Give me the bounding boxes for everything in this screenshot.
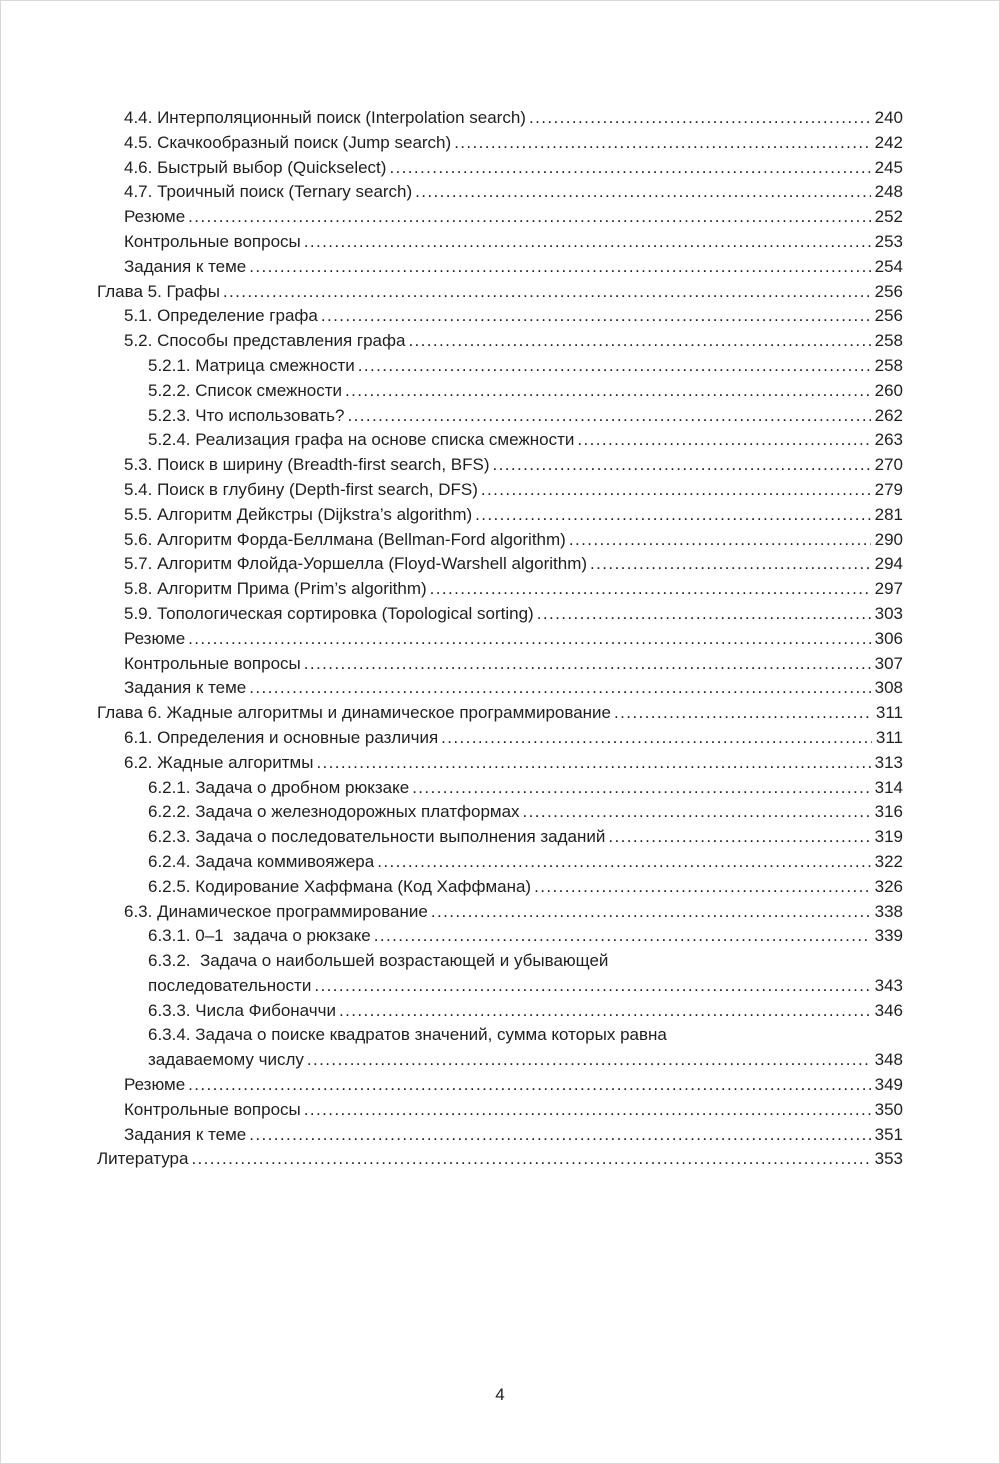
- dot-leader: [475, 503, 870, 528]
- toc-list: [97, 106, 903, 1172]
- toc-entry: [97, 255, 903, 280]
- toc-entry-title: 4.5. Скачкообразный поиск (Jump search): [124, 132, 452, 152]
- toc-entry-title: 6.3.2. Задача о наибольшей возрастающей и убывающей: [148, 951, 609, 971]
- toc-entry: [97, 1023, 903, 1048]
- dot-leader: [223, 280, 871, 305]
- dot-leader: [188, 1073, 870, 1098]
- toc-entry-page-number: 303: [874, 603, 903, 623]
- toc-entry-title: 5.2.3. Что использовать?: [148, 405, 345, 425]
- toc-entry: [97, 205, 903, 230]
- dot-leader: [304, 652, 871, 677]
- toc-entry-page-number: 351: [874, 1124, 903, 1144]
- toc-entry-title: 6.2.1. Задача о дробном рюкзаке: [148, 777, 410, 797]
- toc-entry: [97, 280, 903, 305]
- dot-leader: [348, 404, 871, 429]
- toc-entry: [97, 652, 903, 677]
- toc-entry-title: 6.2.5. Кодирование Хаффмана (Код Хаффмана): [148, 876, 532, 896]
- toc-entry-page-number: 346: [874, 1000, 903, 1020]
- toc-entry-page-number: 281: [874, 504, 903, 524]
- toc-entry-title: 6.1. Определения и основные различия: [124, 727, 439, 747]
- toc-entry-page-number: 307: [874, 653, 903, 673]
- toc-entry: [97, 949, 903, 974]
- toc-entry: [97, 825, 903, 850]
- toc-entry: [97, 726, 903, 751]
- toc-entry-page-number: 348: [874, 1050, 903, 1070]
- toc-entry-title: 5.2.4. Реализация графа на основе списка смежности: [148, 430, 575, 450]
- dot-leader: [441, 726, 872, 751]
- dot-leader: [304, 1098, 871, 1123]
- dot-leader: [191, 1147, 870, 1172]
- toc-entry-title: Литература: [97, 1149, 189, 1169]
- toc-entry: [97, 131, 903, 156]
- toc-entry-page-number: 326: [874, 876, 903, 896]
- toc-entry-page-number: 306: [874, 628, 903, 648]
- toc-entry-title: Задания к теме: [124, 1124, 247, 1144]
- dot-leader: [408, 329, 870, 354]
- dot-leader: [188, 627, 870, 652]
- toc-entry: [97, 974, 903, 999]
- toc-entry-title: 6.3.3. Числа Фибоначчи: [148, 1000, 336, 1020]
- dot-leader: [339, 999, 871, 1024]
- toc-entry-title: 5.4. Поиск в глубину (Depth-first search, DFS): [124, 479, 478, 499]
- toc-entry-title: Резюме: [124, 1075, 186, 1095]
- toc-entry: [97, 751, 903, 776]
- toc-entry: [97, 478, 903, 503]
- toc-entry-title: задаваемому числу: [148, 1050, 304, 1070]
- dot-leader: [415, 180, 870, 205]
- toc-entry-title: 6.2. Жадные алгоритмы: [124, 752, 314, 772]
- toc-entry: [97, 776, 903, 801]
- toc-entry-title: Резюме: [124, 207, 186, 227]
- toc-entry-title: 5.6. Алгоритм Форда-Беллмана (Bellman-Ford algorithm): [124, 529, 566, 549]
- toc-entry: [97, 999, 903, 1024]
- toc-entry-title: 5.9. Топологическая сортировка (Topological sorting): [124, 603, 534, 623]
- toc-entry-title: 6.3.4. Задача о поиске квадратов значений, сумма которых равна: [148, 1025, 667, 1045]
- toc-entry-page-number: 270: [874, 455, 903, 475]
- toc-entry-title: 6.2.4. Задача коммивояжера: [148, 851, 375, 871]
- toc-entry-page-number: 297: [874, 579, 903, 599]
- toc-entry-page-number: 314: [874, 777, 903, 797]
- toc-entry-page-number: 263: [874, 430, 903, 450]
- dot-leader: [431, 900, 871, 925]
- toc-entry-title: 5.2.1. Матрица смежности: [148, 355, 355, 375]
- toc-entry-page-number: 308: [874, 678, 903, 698]
- toc-entry-title: Глава 5. Графы: [97, 281, 220, 301]
- toc-entry-title: 4.7. Троичный поиск (Ternary search): [124, 182, 413, 202]
- toc-entry: [97, 875, 903, 900]
- toc-entry-title: 5.1. Определение графа: [124, 306, 318, 326]
- toc-entry: [97, 106, 903, 131]
- toc-entry-page-number: 319: [874, 827, 903, 847]
- toc-entry-page-number: 343: [874, 975, 903, 995]
- toc-entry-title: последовательности: [148, 975, 312, 995]
- toc-entry-title: 5.3. Поиск в ширину (Breadth-first search, BFS): [124, 455, 490, 475]
- dot-leader: [454, 131, 870, 156]
- toc-entry-page-number: 242: [874, 132, 903, 152]
- toc-entry-page-number: 254: [874, 256, 903, 276]
- dot-leader: [249, 1123, 870, 1148]
- dot-leader: [314, 974, 870, 999]
- toc-entry-page-number: 262: [874, 405, 903, 425]
- dot-leader: [304, 230, 871, 255]
- toc-entry-page-number: 290: [874, 529, 903, 549]
- toc-entry-title: 5.8. Алгоритм Прима (Prim’s algorithm): [124, 579, 427, 599]
- toc-entry: [97, 701, 903, 726]
- toc-entry: [97, 180, 903, 205]
- toc-entry-page-number: 339: [874, 926, 903, 946]
- dot-leader: [529, 106, 871, 131]
- toc-entry: [97, 602, 903, 627]
- toc-entry-page-number: 322: [874, 851, 903, 871]
- toc-entry: [97, 503, 903, 528]
- toc-entry-page-number: 311: [875, 703, 903, 723]
- toc-entry-title: 4.6. Быстрый выбор (Quickselect): [124, 157, 387, 177]
- toc-entry-page-number: 240: [874, 108, 903, 127]
- dot-leader: [345, 379, 871, 404]
- toc-entry-page-number: 311: [875, 727, 903, 747]
- toc-entry-page-number: 313: [874, 752, 903, 772]
- dot-leader: [577, 428, 870, 453]
- dot-leader: [358, 354, 871, 379]
- toc-entry: [97, 379, 903, 404]
- dot-leader: [316, 751, 870, 776]
- toc-entry: [97, 924, 903, 949]
- toc-entry-title: 5.5. Алгоритм Дейкстры (Dijkstra’s algorithm): [124, 504, 473, 524]
- dot-leader: [307, 1048, 871, 1073]
- toc-entry-page-number: 252: [874, 207, 903, 227]
- dot-leader: [614, 701, 872, 726]
- toc-entry: [97, 1048, 903, 1073]
- toc-entry: [97, 1147, 903, 1172]
- toc-entry-page-number: 294: [874, 554, 903, 574]
- toc-entry: [97, 627, 903, 652]
- toc-entry-title: 6.2.2. Задача о железнодорожных платформах: [148, 802, 520, 822]
- toc-entry: [97, 1123, 903, 1148]
- dot-leader: [569, 528, 871, 553]
- toc-entry: [97, 304, 903, 329]
- dot-leader: [608, 825, 870, 850]
- toc-entry: [97, 354, 903, 379]
- toc-entry-title: Резюме: [124, 628, 186, 648]
- dot-leader: [374, 924, 871, 949]
- toc-entry-page-number: 256: [874, 306, 903, 326]
- toc-entry-page-number: 316: [874, 802, 903, 822]
- toc-entry-page-number: 253: [874, 231, 903, 251]
- toc-entry: [97, 676, 903, 701]
- toc-entry: [97, 404, 903, 429]
- dot-leader: [249, 676, 870, 701]
- toc-entry-title: Задания к теме: [124, 256, 247, 276]
- toc-entry-title: Глава 6. Жадные алгоритмы и динамическое программирование: [97, 703, 611, 723]
- dot-leader: [493, 453, 871, 478]
- dot-leader: [377, 850, 870, 875]
- footer-page-number: 4: [495, 1385, 505, 1404]
- dot-leader: [389, 156, 870, 181]
- toc-entry: [97, 552, 903, 577]
- toc-entry-title: 4.4. Интерполяционный поиск (Interpolation search): [124, 108, 526, 127]
- dot-leader: [249, 255, 870, 280]
- toc-entry-page-number: 353: [874, 1149, 903, 1169]
- toc-entry: [97, 156, 903, 181]
- toc-entry: [97, 428, 903, 453]
- toc-entry: [97, 900, 903, 925]
- toc-entry: [97, 1073, 903, 1098]
- toc-entry-title: 5.7. Алгоритм Флойда-Уоршелла (Floyd-Warshell algorithm): [124, 554, 588, 574]
- toc-entry-title: 5.2. Способы представления графа: [124, 331, 406, 351]
- dot-leader: [523, 800, 871, 825]
- dot-leader: [188, 205, 870, 230]
- toc-entry-title: 6.3.1. 0–1 задача о рюкзаке: [148, 926, 371, 946]
- toc-entry: [97, 1098, 903, 1123]
- toc-entry: [97, 528, 903, 553]
- toc-entry-page-number: 258: [874, 331, 903, 351]
- toc-entry-page-number: 260: [874, 380, 903, 400]
- dot-leader: [430, 577, 871, 602]
- toc-entry: [97, 453, 903, 478]
- dot-leader: [534, 875, 871, 900]
- toc-entry-page-number: 248: [874, 182, 903, 202]
- toc-entry-page-number: 338: [874, 901, 903, 921]
- toc-entry-page-number: 349: [874, 1075, 903, 1095]
- dot-leader: [481, 478, 871, 503]
- toc-entry: [97, 230, 903, 255]
- dot-leader: [537, 602, 871, 627]
- toc-entry-title: Задания к теме: [124, 678, 247, 698]
- toc-entry-page-number: 245: [874, 157, 903, 177]
- dot-leader: [412, 776, 870, 801]
- toc-entry: [97, 850, 903, 875]
- dot-leader: [321, 304, 871, 329]
- toc-entry: [97, 800, 903, 825]
- toc-entry-title: Контрольные вопросы: [124, 653, 301, 673]
- dot-leader: [590, 552, 871, 577]
- toc-entry-title: Контрольные вопросы: [124, 231, 301, 251]
- toc-entry-page-number: 256: [874, 281, 903, 301]
- toc-entry-page-number: 279: [874, 479, 903, 499]
- toc-entry-page-number: 258: [874, 355, 903, 375]
- toc-entry: [97, 329, 903, 354]
- toc-entry: [97, 577, 903, 602]
- toc-entry-title: 6.3. Динамическое программирование: [124, 901, 428, 921]
- toc-entry-title: 6.2.3. Задача о последовательности выполнения заданий: [148, 827, 606, 847]
- toc-entry-title: 5.2.2. Список смежности: [148, 380, 342, 400]
- toc-entry-title: Контрольные вопросы: [124, 1099, 301, 1119]
- toc-entry-page-number: 350: [874, 1099, 903, 1119]
